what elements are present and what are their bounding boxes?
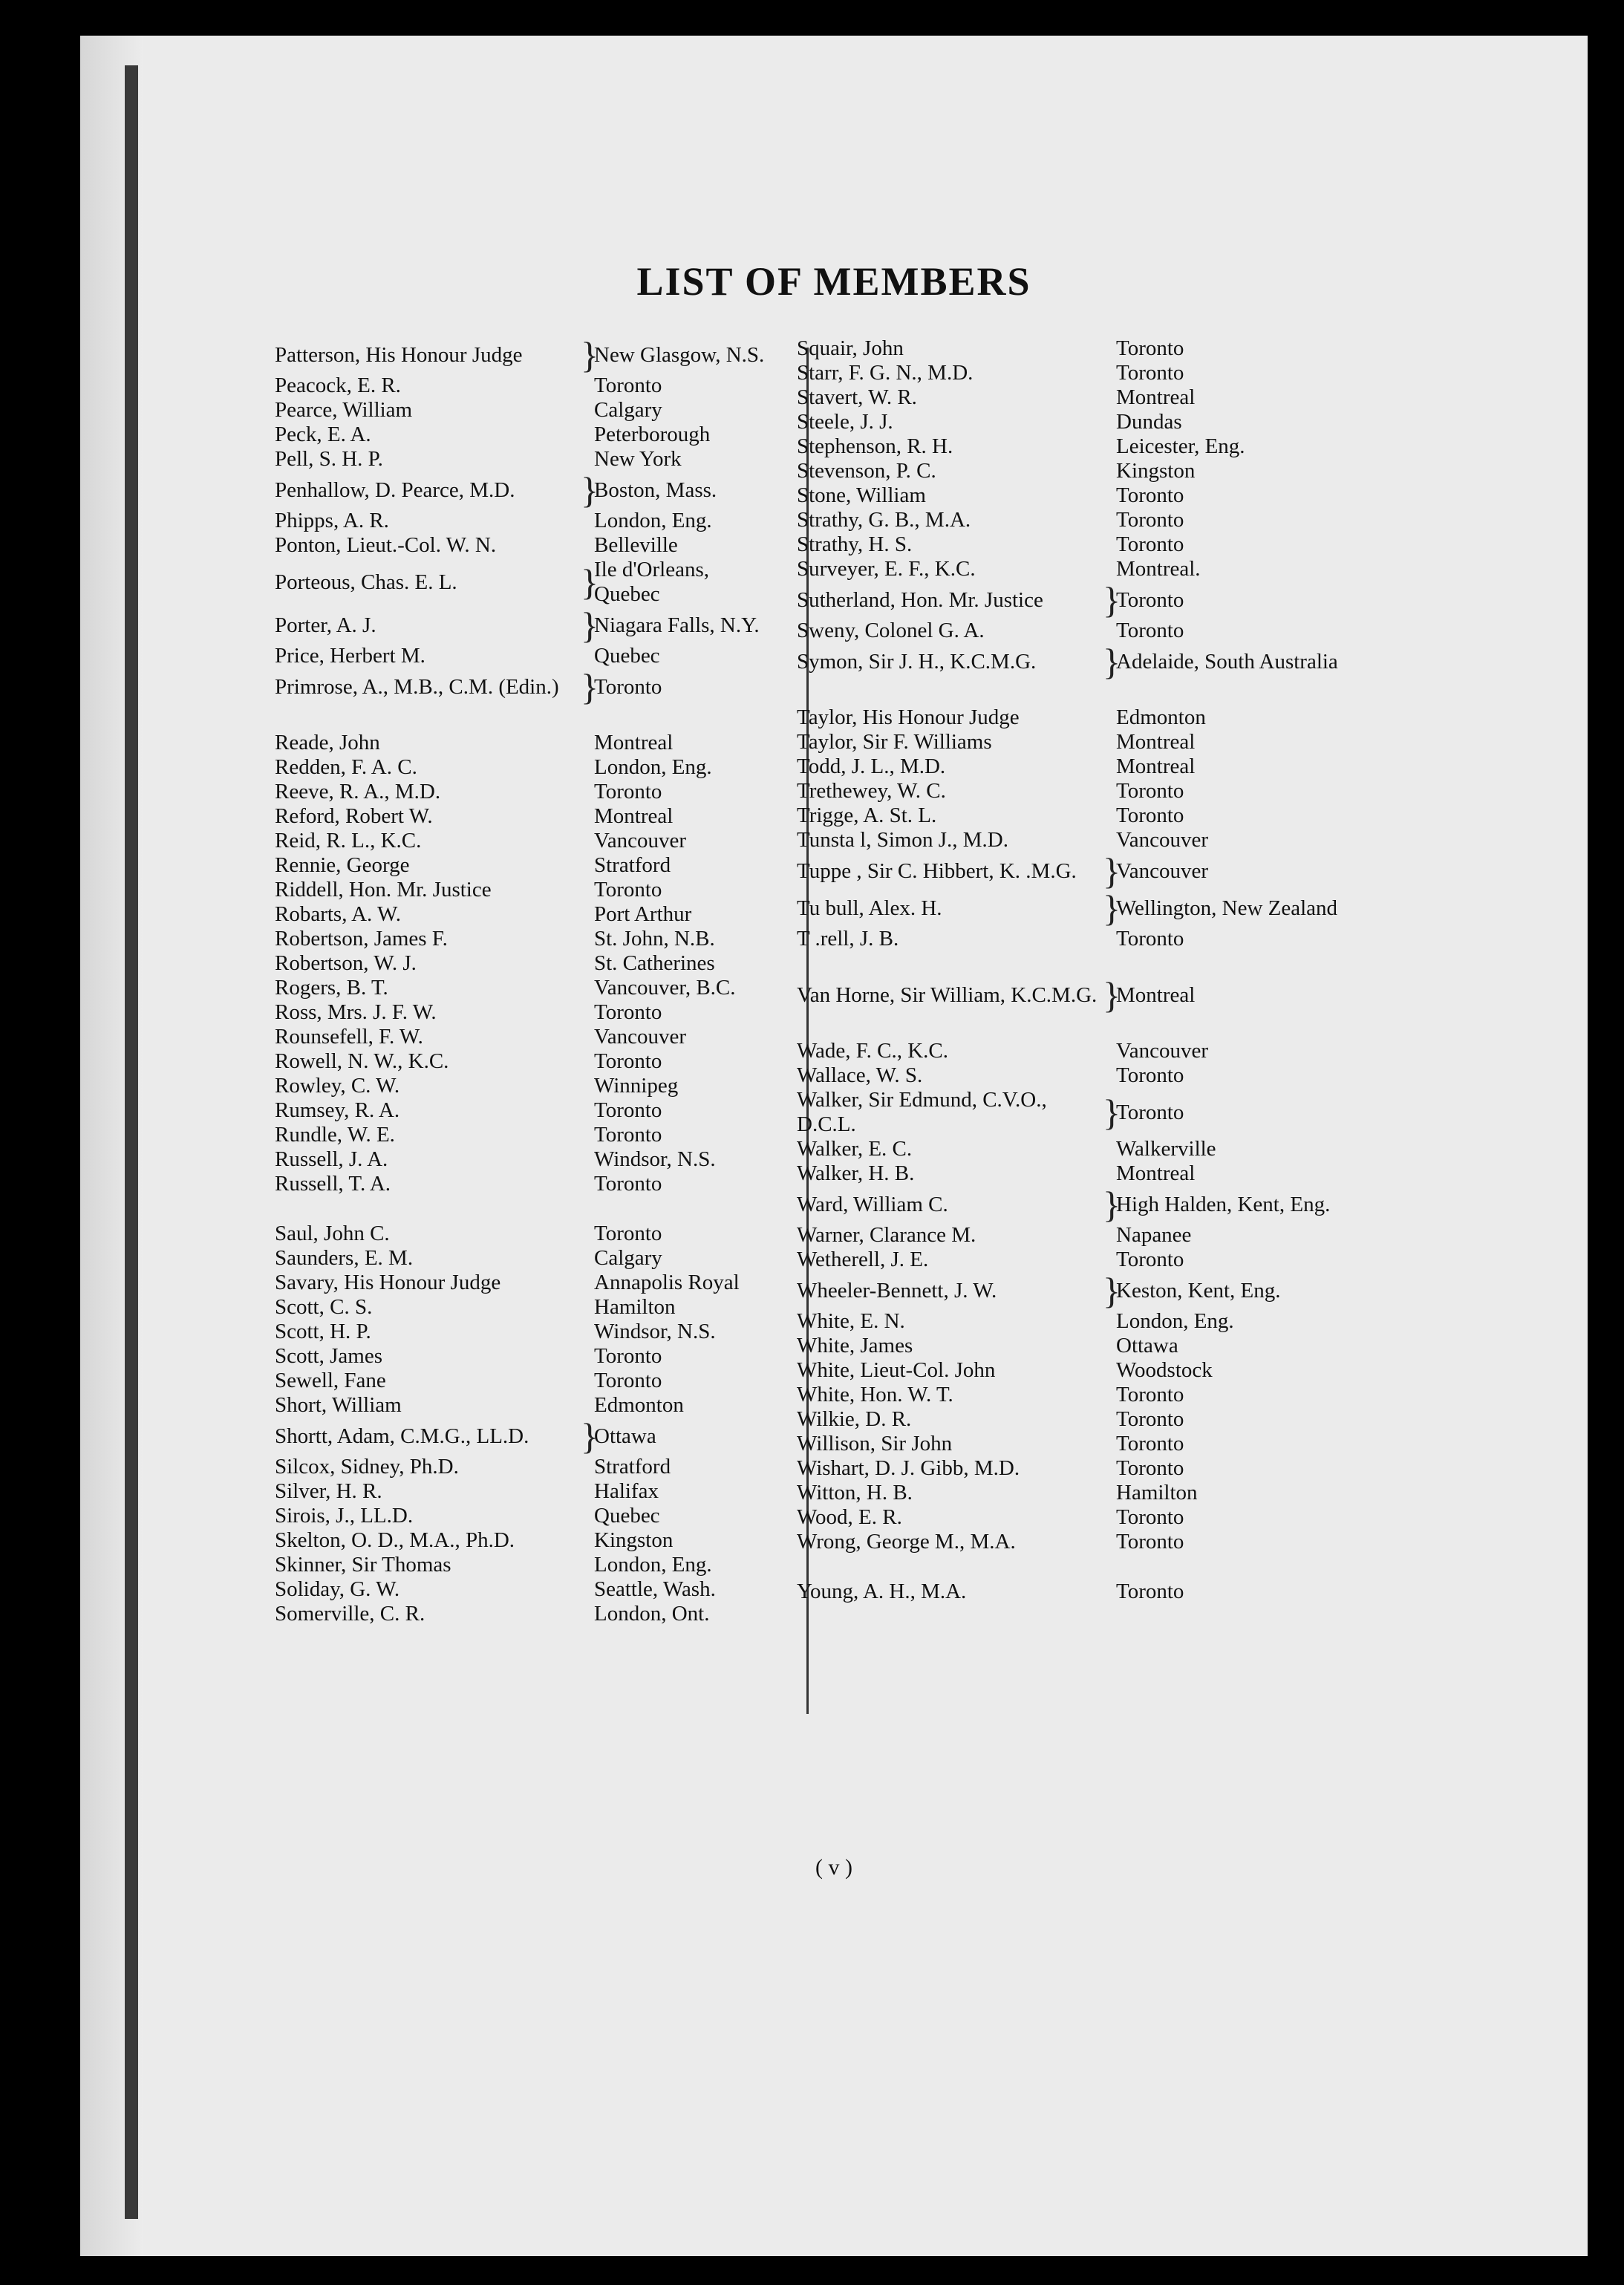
group-spacer — [797, 680, 1406, 705]
member-entry — [275, 533, 765, 558]
member-entry — [797, 1481, 1406, 1505]
member-entry — [275, 1049, 765, 1074]
member-place: Toronto — [1116, 361, 1184, 385]
member-entry — [275, 731, 765, 755]
member-name: Riddell, Hon. Mr. Justice — [275, 878, 492, 902]
member-place: Toronto — [594, 1369, 662, 1392]
member-place: Hamilton — [1116, 1481, 1198, 1505]
member-place: Toronto — [594, 878, 662, 902]
member-name: Warner, Clarance M. — [797, 1223, 976, 1247]
member-place: Toronto — [594, 780, 662, 804]
member-place: London, Eng. — [594, 509, 712, 532]
member-place: Toronto — [1116, 1456, 1184, 1480]
group-spacer — [797, 1014, 1406, 1039]
member-name: Young, A. H., M.A. — [797, 1580, 967, 1603]
member-place: London, Ont. — [594, 1602, 710, 1626]
member-name: Saunders, E. M. — [275, 1246, 414, 1270]
member-entry — [797, 483, 1406, 508]
member-name: Rennie, George — [275, 853, 410, 877]
member-place: Toronto — [594, 1222, 662, 1245]
brace-mark: } — [581, 561, 599, 603]
member-place: Toronto — [594, 1049, 662, 1073]
member-name: Walker, Sir Edmund, C.V.O., D.C.L. — [797, 1088, 1047, 1136]
member-name: Rowell, N. W., K.C. — [275, 1049, 449, 1073]
member-name: Rundle, W. E. — [275, 1123, 395, 1147]
member-name: Wetherell, J. E. — [797, 1248, 929, 1271]
member-entry — [797, 1272, 1406, 1309]
member-entry — [797, 1186, 1406, 1223]
member-entry — [797, 336, 1406, 361]
member-place: Boston, Mass. — [594, 477, 717, 502]
member-place: Montreal — [1116, 982, 1196, 1007]
group-spacer — [275, 705, 765, 731]
member-entry — [275, 902, 765, 927]
member-name: Robertson, James F. — [275, 927, 448, 951]
member-name: Short, William — [275, 1393, 402, 1417]
member-name: Reeve, R. A., M.D. — [275, 780, 441, 804]
group-spacer — [275, 1196, 765, 1222]
member-name: Porter, A. J. — [275, 613, 376, 637]
member-name: Taylor, His Honour Judge — [797, 705, 1020, 729]
member-entry — [275, 1369, 765, 1393]
member-name: Todd, J. L., M.D. — [797, 754, 946, 778]
group-spacer — [797, 1554, 1406, 1580]
member-place: High Halden, Kent, Eng. — [1116, 1192, 1331, 1216]
member-place: Toronto — [594, 1344, 662, 1368]
member-name: Symon, Sir J. H., K.C.M.G. — [797, 649, 1037, 674]
member-place: New Glasgow, N.S. — [594, 342, 765, 367]
member-place: Port Arthur — [594, 902, 692, 926]
member-place: Windsor, N.S. — [594, 1147, 716, 1171]
member-entry — [275, 780, 765, 804]
member-place: Toronto — [1116, 508, 1184, 532]
member-name: Porteous, Chas. E. L. — [275, 570, 457, 594]
member-name: Reford, Robert W. — [275, 804, 433, 828]
brace-mark: } — [1103, 974, 1121, 1016]
member-place: Woodstock — [1116, 1358, 1213, 1382]
members-column-left — [275, 336, 765, 1626]
member-place: Kingston — [594, 1528, 674, 1552]
member-place: Toronto — [1116, 1505, 1184, 1529]
member-entry — [797, 730, 1406, 754]
member-entry — [275, 666, 765, 708]
member-entry — [275, 1246, 765, 1271]
member-entry — [275, 1000, 765, 1025]
member-entry — [275, 804, 765, 829]
member-entry — [275, 1504, 765, 1528]
brace-mark: } — [581, 469, 599, 511]
member-entry — [797, 1088, 1406, 1137]
member-name: Tunsta l, Simon J., M.D. — [797, 828, 1008, 852]
member-place: Quebec — [594, 644, 660, 668]
member-name: Robarts, A. W. — [275, 902, 401, 926]
member-place: Wellington, New Zealand — [1116, 896, 1338, 920]
member-entry — [797, 850, 1406, 892]
member-name: Scott, C. S. — [275, 1295, 373, 1319]
member-place: Toronto — [1116, 532, 1184, 556]
member-name: Pell, S. H. P. — [275, 447, 383, 471]
member-entry — [797, 887, 1406, 929]
member-entry — [797, 1063, 1406, 1088]
member-name: Sirois, J., LL.D. — [275, 1504, 414, 1528]
member-entry — [797, 1505, 1406, 1530]
member-name: Price, Herbert M. — [275, 644, 425, 668]
member-entry — [275, 1222, 765, 1246]
member-entry — [275, 1025, 765, 1049]
member-entry — [275, 1147, 765, 1172]
member-place: Toronto — [1116, 1383, 1184, 1406]
member-name: Shortt, Adam, C.M.G., LL.D. — [275, 1424, 529, 1448]
member-entry — [797, 385, 1406, 410]
member-name: Sutherland, Hon. Mr. Justice — [797, 587, 1043, 612]
member-name: Wilkie, D. R. — [797, 1407, 912, 1431]
member-name: Steele, J. J. — [797, 410, 893, 434]
member-place: Vancouver — [1116, 1039, 1209, 1063]
member-entry — [797, 1248, 1406, 1272]
member-place: Calgary — [594, 398, 662, 422]
member-entry — [797, 1223, 1406, 1248]
member-place: Annapolis Royal — [594, 1271, 740, 1294]
member-entry — [797, 1161, 1406, 1186]
member-name: Somerville, C. R. — [275, 1602, 425, 1626]
member-place: Hamilton — [594, 1295, 676, 1319]
member-entry — [275, 604, 765, 646]
member-entry — [275, 1479, 765, 1504]
member-entry — [797, 1309, 1406, 1334]
member-place: Adelaide, South Australia — [1116, 649, 1338, 674]
brace-mark: } — [1103, 887, 1121, 929]
brace-mark: } — [1103, 579, 1121, 621]
member-entry — [797, 927, 1406, 951]
member-name: Redden, F. A. C. — [275, 755, 417, 779]
member-entry — [275, 558, 765, 607]
member-place: St. Catherines — [594, 951, 715, 975]
member-place: Leicester, Eng. — [1116, 434, 1245, 458]
member-place: London, Eng. — [594, 755, 712, 779]
member-entry — [275, 976, 765, 1000]
member-entry — [275, 1415, 765, 1457]
member-name: Wood, E. R. — [797, 1505, 902, 1529]
member-entry — [275, 829, 765, 853]
member-place: Toronto — [594, 674, 662, 699]
member-entry — [275, 1074, 765, 1098]
member-place: Halifax — [594, 1479, 659, 1503]
member-name: Walker, E. C. — [797, 1137, 913, 1161]
member-place: Vancouver — [594, 829, 687, 853]
member-name: Walker, H. B. — [797, 1161, 915, 1185]
brace-mark: } — [581, 604, 599, 646]
brace-mark: } — [581, 666, 599, 708]
member-entry — [275, 336, 765, 374]
member-place: Quebec — [594, 1504, 660, 1528]
member-entry — [275, 1393, 765, 1418]
member-name: Ross, Mrs. J. F. W. — [275, 1000, 437, 1024]
member-place: Ile d'Orleans, Quebec — [594, 558, 709, 606]
member-place: Montreal — [1116, 754, 1196, 778]
member-entry — [797, 1456, 1406, 1481]
member-place: Toronto — [1116, 1580, 1184, 1603]
member-name: Savary, His Honour Judge — [275, 1271, 501, 1294]
member-entry — [275, 1602, 765, 1626]
member-entry — [275, 927, 765, 951]
member-entry — [797, 532, 1406, 557]
member-place: Edmonton — [594, 1393, 684, 1417]
brace-mark: } — [1103, 1270, 1121, 1311]
member-name: Willison, Sir John — [797, 1432, 953, 1456]
member-entry — [275, 878, 765, 902]
member-entry — [797, 1334, 1406, 1358]
member-name: Wade, F. C., K.C. — [797, 1039, 948, 1063]
member-entry — [797, 1530, 1406, 1554]
member-name: Soliday, G. W. — [275, 1577, 400, 1601]
member-name: Rogers, B. T. — [275, 976, 388, 1000]
member-name: Sweny, Colonel G. A. — [797, 619, 985, 642]
member-place: Vancouver — [594, 1025, 687, 1049]
member-entry — [275, 447, 765, 472]
member-name: Starr, F. G. N., M.D. — [797, 361, 974, 385]
member-entry — [275, 374, 765, 398]
member-name: Reade, John — [275, 731, 380, 754]
member-place: Toronto — [1116, 927, 1184, 951]
member-place: Toronto — [594, 1000, 662, 1024]
member-place: Stratford — [594, 853, 671, 877]
member-name: Wishart, D. J. Gibb, M.D. — [797, 1456, 1020, 1480]
page-number: ( v ) — [815, 1855, 852, 1880]
member-name: Skelton, O. D., M.A., Ph.D. — [275, 1528, 515, 1552]
members-column-right — [797, 336, 1406, 1604]
member-place: Toronto — [1116, 779, 1184, 803]
member-place: Seattle, Wash. — [594, 1577, 716, 1601]
member-entry — [275, 1098, 765, 1123]
member-entry — [797, 508, 1406, 532]
binding-spine — [125, 65, 138, 2219]
member-name: Tu bull, Alex. H. — [797, 896, 942, 920]
member-entry — [275, 423, 765, 447]
member-name: Peacock, E. R. — [275, 374, 401, 397]
member-place: Toronto — [594, 1172, 662, 1196]
member-place: Toronto — [1116, 1407, 1184, 1431]
member-place: Kingston — [1116, 459, 1196, 483]
member-entry — [797, 434, 1406, 459]
member-place: Belleville — [594, 533, 678, 557]
member-name: Robertson, W. J. — [275, 951, 417, 975]
member-name: Reid, R. L., K.C. — [275, 829, 422, 853]
member-name: Scott, James — [275, 1344, 382, 1368]
brace-mark: } — [581, 1415, 599, 1457]
member-entry — [275, 1577, 765, 1602]
member-name: Peck, E. A. — [275, 423, 371, 446]
member-entry — [797, 581, 1406, 619]
member-place: Napanee — [1116, 1223, 1192, 1247]
member-name: Russell, J. A. — [275, 1147, 388, 1171]
member-entry — [275, 853, 765, 878]
member-name: Rumsey, R. A. — [275, 1098, 400, 1122]
member-name: Strathy, H. S. — [797, 532, 913, 556]
member-name: Taylor, Sir F. Williams — [797, 730, 992, 754]
member-name: Stone, William — [797, 483, 926, 507]
member-entry — [275, 1455, 765, 1479]
member-place: Montreal — [1116, 1161, 1196, 1185]
member-place: New York — [594, 447, 682, 471]
member-entry — [797, 1580, 1406, 1604]
member-place: Toronto — [1116, 804, 1184, 827]
member-name: White, Hon. W. T. — [797, 1383, 953, 1406]
member-entry — [275, 1553, 765, 1577]
member-name: Silver, H. R. — [275, 1479, 382, 1503]
member-place: Montreal. — [1116, 557, 1201, 581]
member-place: Peterborough — [594, 423, 711, 446]
member-name: White, James — [797, 1334, 913, 1357]
member-name: Stephenson, R. H. — [797, 434, 953, 458]
member-entry — [275, 398, 765, 423]
member-place: Toronto — [1116, 483, 1184, 507]
member-place: Toronto — [1116, 619, 1184, 642]
member-place: Edmonton — [1116, 705, 1206, 729]
member-place: Dundas — [1116, 410, 1182, 434]
member-place: Toronto — [1116, 1100, 1184, 1124]
member-place: London, Eng. — [1116, 1309, 1234, 1333]
member-name: Witton, H. B. — [797, 1481, 913, 1505]
member-place: Stratford — [594, 1455, 671, 1479]
member-place: Toronto — [594, 374, 662, 397]
member-name: White, E. N. — [797, 1309, 905, 1333]
brace-mark: } — [581, 334, 599, 376]
member-place: Montreal — [594, 804, 674, 828]
member-name: Phipps, A. R. — [275, 509, 389, 532]
member-name: Trethewey, W. C. — [797, 779, 946, 803]
member-name: Scott, H. P. — [275, 1320, 371, 1343]
member-entry — [275, 1320, 765, 1344]
member-place: Toronto — [1116, 1063, 1184, 1087]
member-name: Rounsefell, F. W. — [275, 1025, 423, 1049]
member-name: Wrong, George M., M.A. — [797, 1530, 1016, 1554]
member-entry — [797, 643, 1406, 680]
member-place: Toronto — [1116, 1248, 1184, 1271]
member-entry — [797, 974, 1406, 1016]
member-name: Ward, William C. — [797, 1192, 948, 1216]
member-place: Toronto — [1116, 1432, 1184, 1456]
member-name: Russell, T. A. — [275, 1172, 391, 1196]
member-entry — [275, 1295, 765, 1320]
brace-mark: } — [1103, 1184, 1121, 1225]
member-place: Winnipeg — [594, 1074, 679, 1098]
member-place: Ottawa — [1116, 1334, 1178, 1357]
group-spacer — [797, 951, 1406, 977]
member-name: Van Horne, Sir William, K.C.M.G. — [797, 982, 1098, 1007]
member-name: Surveyer, E. F., K.C. — [797, 557, 976, 581]
member-name: Stevenson, P. C. — [797, 459, 936, 483]
member-entry — [797, 779, 1406, 804]
member-name: Wheeler-Bennett, J. W. — [797, 1278, 997, 1303]
member-place: Ottawa — [594, 1424, 656, 1448]
member-entry — [275, 951, 765, 976]
member-name: Saul, John C. — [275, 1222, 390, 1245]
member-entry — [797, 705, 1406, 730]
member-entry — [797, 804, 1406, 828]
member-name: Patterson, His Honour Judge — [275, 342, 523, 367]
member-place: Toronto — [1116, 1530, 1184, 1554]
member-entry — [275, 1172, 765, 1196]
member-place: St. John, N.B. — [594, 927, 715, 951]
member-name: Rowley, C. W. — [275, 1074, 400, 1098]
member-place: Toronto — [1116, 336, 1184, 360]
member-place: Vancouver, B.C. — [594, 976, 736, 1000]
member-name: T .rell, J. B. — [797, 927, 899, 951]
member-place: Toronto — [594, 1098, 662, 1122]
brace-mark: } — [1103, 1092, 1121, 1133]
member-entry — [797, 410, 1406, 434]
member-entry — [797, 1383, 1406, 1407]
brace-mark: } — [1103, 641, 1121, 682]
member-name: Ponton, Lieut.-Col. W. N. — [275, 533, 497, 557]
member-name: Penhallow, D. Pearce, M.D. — [275, 477, 515, 502]
member-name: Primrose, A., M.B., C.M. (Edin.) — [275, 674, 559, 699]
member-entry — [797, 361, 1406, 385]
member-name: Sewell, Fane — [275, 1369, 386, 1392]
page-title: LIST OF MEMBERS — [636, 259, 1031, 304]
member-entry — [275, 755, 765, 780]
member-entry — [797, 619, 1406, 643]
member-entry — [275, 509, 765, 533]
member-place: London, Eng. — [594, 1553, 712, 1577]
member-name: Tuppe , Sir C. Hibbert, K. .M.G. — [797, 858, 1077, 883]
member-place: Montreal — [1116, 385, 1196, 409]
member-name: Wallace, W. S. — [797, 1063, 923, 1087]
member-name: Stavert, W. R. — [797, 385, 917, 409]
member-entry — [797, 754, 1406, 779]
member-entry — [275, 1271, 765, 1295]
member-place: Toronto — [1116, 587, 1184, 612]
member-place: Montreal — [594, 731, 674, 754]
member-name: Trigge, A. St. L. — [797, 804, 937, 827]
member-entry — [797, 828, 1406, 853]
member-place: Walkerville — [1116, 1137, 1216, 1161]
member-name: Skinner, Sir Thomas — [275, 1553, 451, 1577]
member-place: Niagara Falls, N.Y. — [594, 613, 760, 637]
member-name: Pearce, William — [275, 398, 413, 422]
brace-mark: } — [1103, 850, 1121, 892]
member-entry — [275, 1123, 765, 1147]
member-place: Montreal — [1116, 730, 1196, 754]
member-entry — [797, 1407, 1406, 1432]
member-name: White, Lieut-Col. John — [797, 1358, 996, 1382]
member-place: Toronto — [594, 1123, 662, 1147]
member-entry — [797, 557, 1406, 581]
document-page — [80, 36, 1588, 2256]
member-place: Vancouver — [1116, 858, 1209, 883]
member-name: Squair, John — [797, 336, 904, 360]
member-place: Windsor, N.S. — [594, 1320, 716, 1343]
member-entry — [275, 644, 765, 668]
member-entry — [797, 1432, 1406, 1456]
member-entry — [797, 459, 1406, 483]
member-entry — [275, 469, 765, 511]
member-entry — [797, 1137, 1406, 1161]
member-name: Silcox, Sidney, Ph.D. — [275, 1455, 459, 1479]
member-place: Vancouver — [1116, 828, 1209, 852]
member-place: Keston, Kent, Eng. — [1116, 1278, 1281, 1303]
member-entry — [797, 1039, 1406, 1063]
member-entry — [797, 1358, 1406, 1383]
member-entry — [275, 1528, 765, 1553]
member-entry — [275, 1344, 765, 1369]
member-name: Strathy, G. B., M.A. — [797, 508, 971, 532]
member-place: Calgary — [594, 1246, 662, 1270]
